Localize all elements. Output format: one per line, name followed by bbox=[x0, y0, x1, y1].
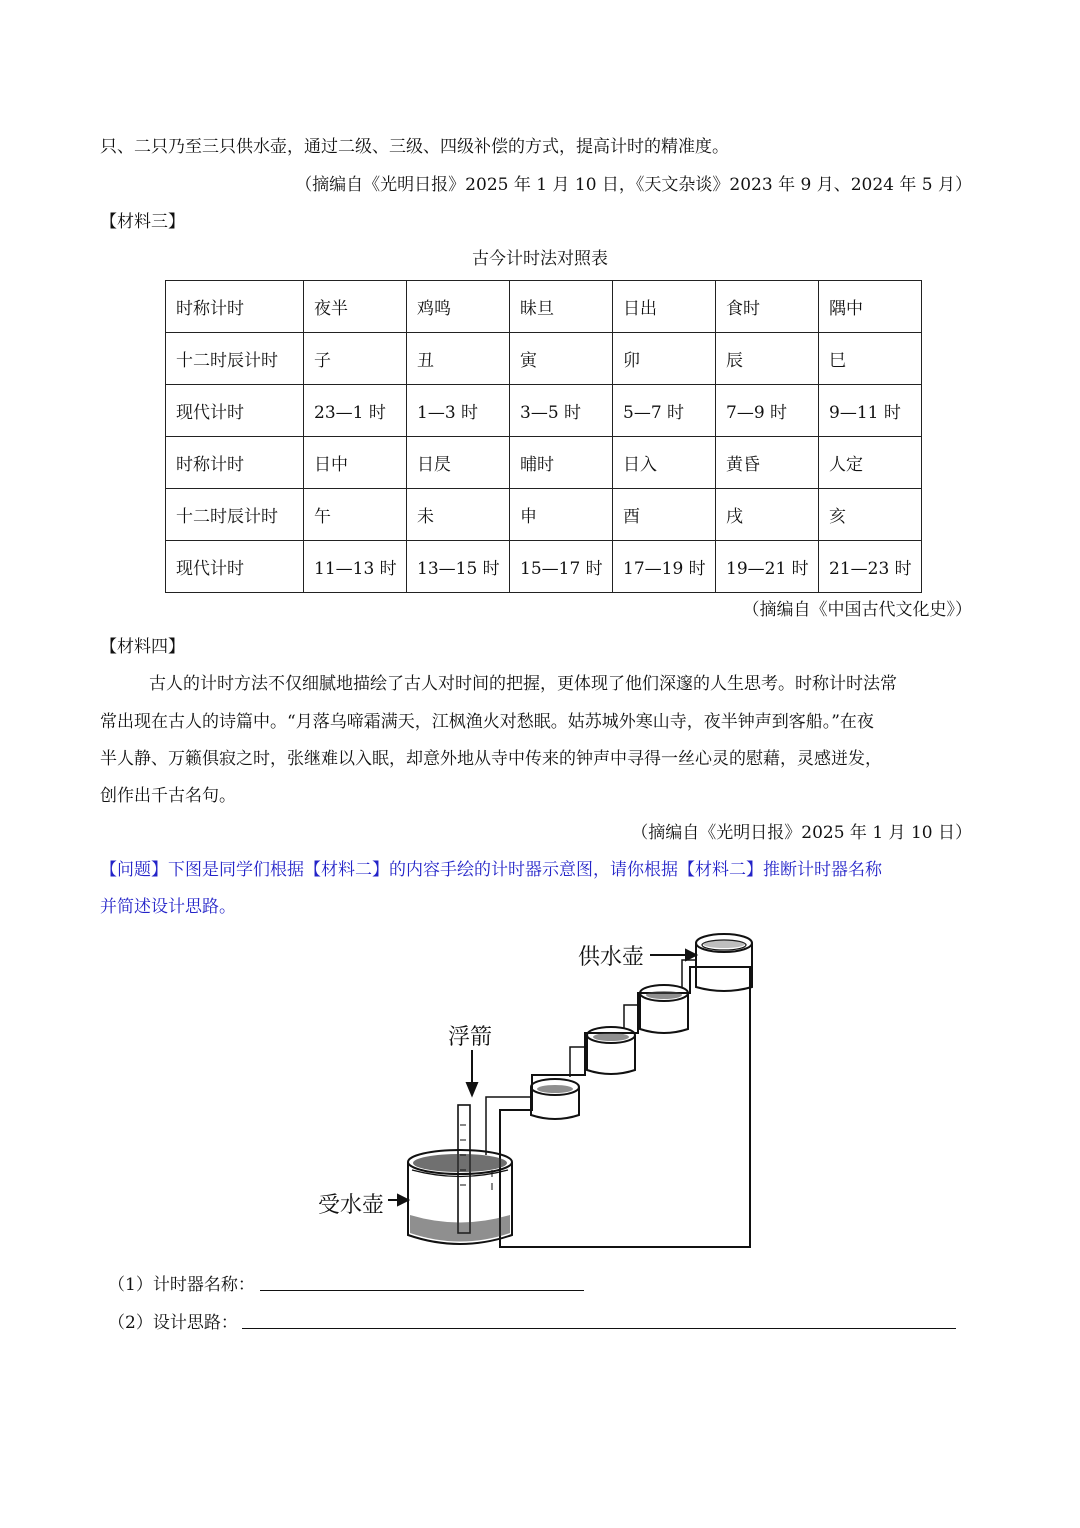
table-cell: 食时 bbox=[716, 281, 819, 333]
answer-q2-blank[interactable] bbox=[242, 1328, 956, 1329]
material-four-line-3: 半人静、万籁俱寂之时，张继难以入眠，却意外地从寺中传来的钟声中寻得一丝心灵的慰藉，灵感迸发， bbox=[100, 749, 882, 769]
table-cell: 未 bbox=[407, 489, 510, 541]
table-cell: 卯 bbox=[613, 333, 716, 385]
table-cell: 日出 bbox=[613, 281, 716, 333]
arrow-receive bbox=[388, 1195, 408, 1205]
table-cell: 23—1 时 bbox=[304, 385, 407, 437]
table-cell: 1—3 时 bbox=[407, 385, 510, 437]
label-float-rod: 浮箭 bbox=[448, 1025, 493, 1050]
answer-q1-label: （1）计时器名称： bbox=[108, 1275, 255, 1295]
source-citation-two: （摘编自《光明日报》2025 年 1 月 10 日，《天文杂谈》2023 年 9 月、2024 年 5 月） bbox=[295, 175, 972, 195]
table-cell: 子 bbox=[304, 333, 407, 385]
table-row bbox=[166, 385, 922, 437]
table-cell: 亥 bbox=[819, 489, 922, 541]
label-supply-pot: 供水壶 bbox=[578, 945, 645, 970]
table-row bbox=[166, 437, 922, 489]
arrow-supply bbox=[650, 950, 696, 960]
intro-line: 只、二只乃至三只供水壶，通过二级、三级、四级补偿的方式，提高计时的精准度。 bbox=[100, 137, 729, 157]
material-four-line-4: 创作出千古名句。 bbox=[100, 786, 236, 806]
table-row bbox=[166, 541, 922, 593]
table-cell: 酉 bbox=[613, 489, 716, 541]
table-row bbox=[166, 333, 922, 385]
table-cell: 申 bbox=[510, 489, 613, 541]
table-row-header: 现代计时 bbox=[166, 385, 304, 437]
answer-q2-label: （2）设计思路： bbox=[108, 1313, 238, 1333]
table-cell: 晡时 bbox=[510, 437, 613, 489]
table-cell: 13—15 时 bbox=[407, 541, 510, 593]
answer-q1-blank[interactable] bbox=[260, 1290, 584, 1291]
time-comparison-table bbox=[165, 280, 922, 593]
table-cell: 寅 bbox=[510, 333, 613, 385]
table-cell: 昧旦 bbox=[510, 281, 613, 333]
table-row bbox=[166, 489, 922, 541]
table-cell: 5—7 时 bbox=[613, 385, 716, 437]
table-row-header: 十二时辰计时 bbox=[166, 489, 304, 541]
table-cell: 15—17 时 bbox=[510, 541, 613, 593]
table-cell: 人定 bbox=[819, 437, 922, 489]
table-row-header: 时称计时 bbox=[166, 281, 304, 333]
question-line-2: 并简述设计思路。 bbox=[100, 897, 236, 917]
arrow-float bbox=[467, 1050, 477, 1095]
source-citation-four: （摘编自《光明日报》2025 年 1 月 10 日） bbox=[631, 823, 972, 843]
table-cell: 戌 bbox=[716, 489, 819, 541]
table-row-header: 现代计时 bbox=[166, 541, 304, 593]
table-cell: 黄昏 bbox=[716, 437, 819, 489]
table-cell: 19—21 时 bbox=[716, 541, 819, 593]
material-four-line-1: 古人的计时方法不仅细腻地描绘了古人对时间的把握，更体现了他们深邃的人生思考。时称计时法常 bbox=[149, 674, 897, 694]
table-cell: 夜半 bbox=[304, 281, 407, 333]
table-cell: 日昃 bbox=[407, 437, 510, 489]
source-citation-three: （摘编自《中国古代文化史》） bbox=[742, 600, 972, 620]
table-cell: 17—19 时 bbox=[613, 541, 716, 593]
question-line-1: 【问题】下图是同学们根据【材料二】的内容手绘的计时器示意图，请你根据【材料二】推断计时器名称 bbox=[100, 860, 882, 880]
table-cell: 9—11 时 bbox=[819, 385, 922, 437]
table-cell: 鸡鸣 bbox=[407, 281, 510, 333]
table-row-header: 十二时辰计时 bbox=[166, 333, 304, 385]
table-cell: 日中 bbox=[304, 437, 407, 489]
label-receiving-pot: 受水壶 bbox=[318, 1193, 385, 1218]
table-cell: 3—5 时 bbox=[510, 385, 613, 437]
material-four-line-2: 常出现在古人的诗篇中。“月落乌啼霜满天，江枫渔火对愁眠。姑苏城外寒山寺，夜半钟声到客船。”在夜 bbox=[100, 712, 874, 732]
table-cell: 7—9 时 bbox=[716, 385, 819, 437]
table-cell: 午 bbox=[304, 489, 407, 541]
table-title: 古今计时法对照表 bbox=[472, 249, 608, 269]
table-row bbox=[166, 281, 922, 333]
stepped-frame bbox=[500, 967, 750, 1247]
table-cell: 隅中 bbox=[819, 281, 922, 333]
table-cell: 巳 bbox=[819, 333, 922, 385]
table-cell: 丑 bbox=[407, 333, 510, 385]
material-four-heading: 【材料四】 bbox=[100, 637, 185, 657]
table-cell: 21—23 时 bbox=[819, 541, 922, 593]
table-cell: 日入 bbox=[613, 437, 716, 489]
material-three-heading: 【材料三】 bbox=[100, 212, 185, 232]
table-row-header: 时称计时 bbox=[166, 437, 304, 489]
table-cell: 辰 bbox=[716, 333, 819, 385]
table-cell: 11—13 时 bbox=[304, 541, 407, 593]
